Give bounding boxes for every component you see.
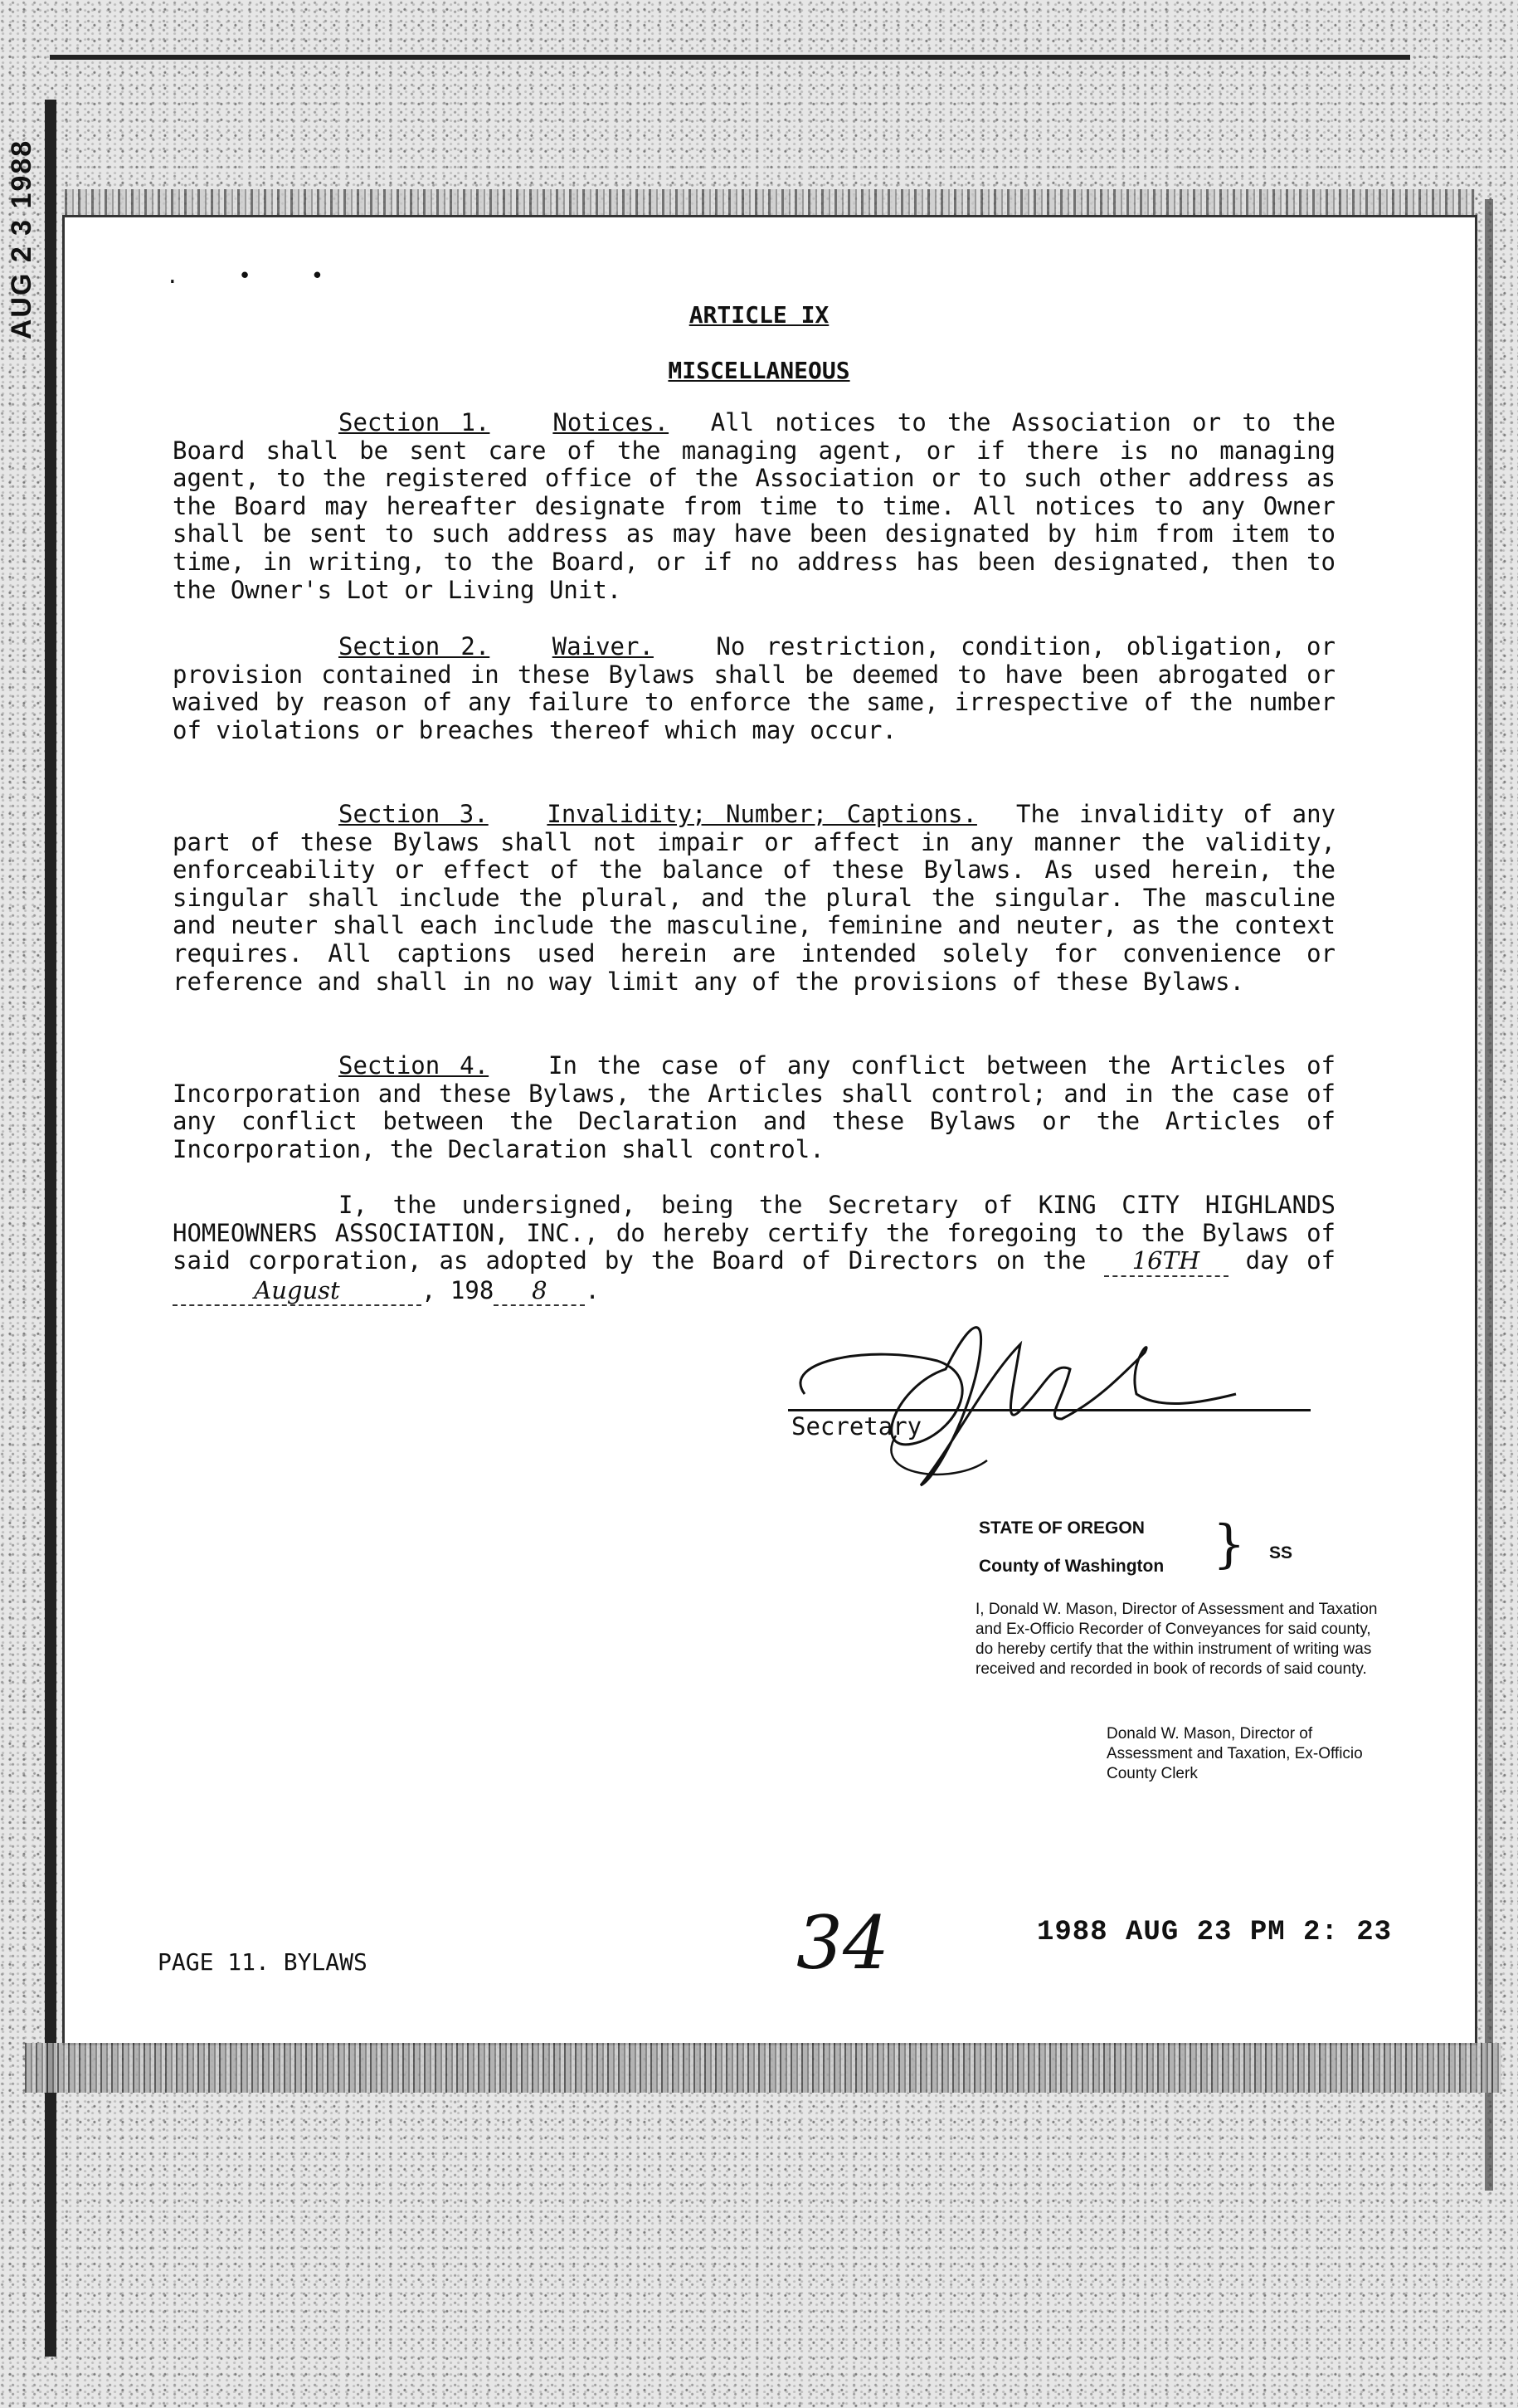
scan-left-bar bbox=[45, 100, 56, 2357]
signature-scribble bbox=[771, 1311, 1319, 1494]
section-1-label: Section 1. bbox=[338, 408, 490, 436]
article-subtitle: MISCELLANEOUS bbox=[668, 357, 850, 384]
section-2-label: Section 2. bbox=[338, 632, 490, 660]
sheet-top-edge bbox=[65, 189, 1475, 217]
section-4-text: In the case of any conflict between the Articles of Incorporation and these Bylaws, the Articles shall control; and in the case of any conflict between the Declaration and these Bylaws or the Articles of Incorporation, the Declaration shall control. bbox=[173, 1051, 1350, 1163]
signature-block bbox=[771, 1311, 1319, 1494]
section-4-label: Section 4. bbox=[338, 1051, 489, 1080]
section-4 bbox=[173, 1051, 1350, 1163]
section-3 bbox=[173, 800, 1350, 996]
section-1 bbox=[173, 408, 1350, 604]
certification-day: 16TH bbox=[1104, 1247, 1229, 1277]
recorder-director: Donald W. Mason, Director of Assessment and Taxation, Ex-Officio County Clerk bbox=[1107, 1725, 1363, 1782]
side-date-stamp-text: AUG 2 3 1988 bbox=[6, 139, 38, 339]
recorder-county: County of Washington bbox=[979, 1557, 1165, 1576]
section-3-title: Invalidity; Number; Captions. bbox=[547, 800, 977, 828]
certification-year-prefix: , 198 bbox=[421, 1275, 494, 1304]
recorder-brace: } bbox=[1213, 1514, 1246, 1574]
recorder-certificate: I, Donald W. Mason, Director of Assessment and Taxation and Ex-Officio Recorder of Conveyances for said county, do hereby certify that the within instrument of writing was received and recorded in book of records of said county. bbox=[976, 1601, 1378, 1678]
certification-end: . bbox=[585, 1275, 600, 1304]
decorative-dots: . • • bbox=[166, 264, 348, 289]
recorder-ss: SS bbox=[1269, 1543, 1293, 1562]
signature-label: Secretary bbox=[791, 1412, 922, 1440]
section-2-text: No restriction, condition, obligation, or provision contained in these Bylaws shall be deemed to have been abrogated or waived by reason of any failure to enforce the same, irrespective of the number of violations or breaches thereof which may occur. bbox=[173, 632, 1350, 744]
sheet-bottom-edge bbox=[25, 2043, 1501, 2093]
page-number: 34 bbox=[796, 1900, 889, 1986]
recorded-stamp: 1988 AUG 23 PM 2: 23 bbox=[1037, 1917, 1393, 1948]
article-title: ARTICLE IX bbox=[688, 301, 830, 329]
section-2-title: Waiver. bbox=[552, 632, 654, 660]
certification-month: August bbox=[173, 1277, 421, 1307]
recorder-state: STATE OF OREGON bbox=[979, 1518, 1145, 1538]
section-1-title: Notices. bbox=[552, 408, 669, 436]
section-1-text: All notices to the Association or to the Board shall be sent care of the managing agent, or if there is no managing agent, to the registered office of the Association or to such other address as the Board may hereafter designate from time to time. All notices to any Owner shall be sent to such address as may have been designated by him from item to time, in writing, to the Board, or if no address has been designated, then to the Owner's Lot or Living Unit. bbox=[173, 408, 1350, 604]
scan-right-bar bbox=[1485, 199, 1493, 2191]
section-2 bbox=[173, 632, 1350, 744]
signature-line bbox=[788, 1409, 1311, 1411]
certification-year-digit: 8 bbox=[494, 1277, 585, 1307]
page-label: PAGE 11. BYLAWS bbox=[158, 1948, 367, 1976]
section-3-label: Section 3. bbox=[338, 800, 489, 828]
certification-day-of: day of bbox=[1245, 1246, 1336, 1275]
scan-top-line bbox=[50, 55, 1410, 60]
certification-text: I, the undersigned, being the Secretary of KING CITY HIGHLANDS HOMEOWNERS ASSOCIATION, INC., do hereby certify the foregoing to the Bylaws of said corporation, as adopted by the Board of Directors on the bbox=[173, 1191, 1350, 1275]
section-3-text: The invalidity of any part of these Bylaws shall not impair or affect in any manner the validity, enforceability or effect of the balance of these Bylaws. As used herein, the singular shall include the plural, and the plural the singular. The masculine and neuter shall each include the masculine, feminine and neuter, as the context requires. All captions used herein are intended solely for convenience or reference and shall in no way limit any of the provisions of these Bylaws. bbox=[173, 800, 1350, 996]
certification bbox=[173, 1191, 1350, 1306]
